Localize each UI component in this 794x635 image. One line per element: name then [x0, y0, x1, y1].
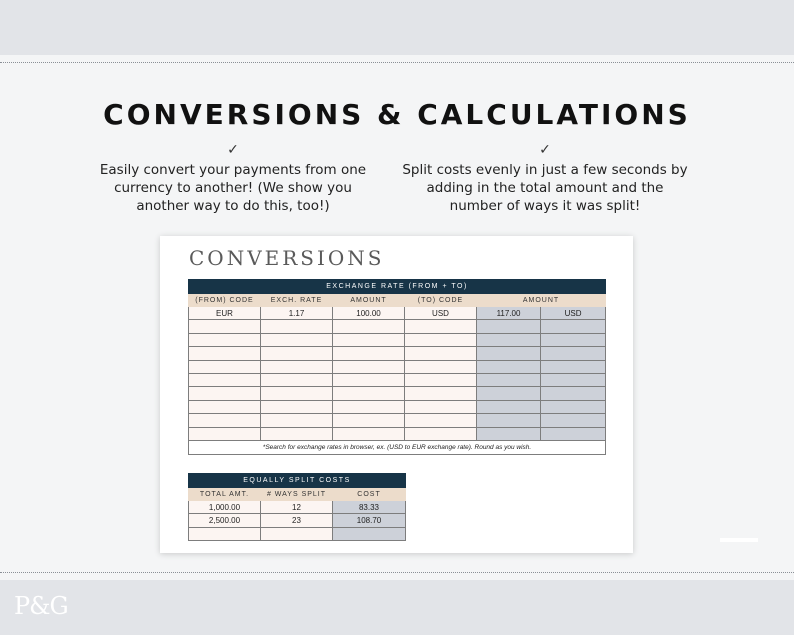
table-row [189, 414, 606, 427]
feature-text: Easily convert your payments from one currency to another! (We show you another way to do this, too!) [99, 162, 367, 214]
table-cell[interactable] [541, 360, 606, 373]
table-cell[interactable]: USD [541, 307, 606, 320]
table-cell[interactable] [261, 400, 333, 413]
table-cell[interactable] [405, 347, 477, 360]
table-cell[interactable] [541, 414, 606, 427]
table-row [189, 427, 606, 440]
table-cell[interactable] [189, 527, 261, 540]
table-row [189, 527, 406, 540]
table-cell[interactable] [189, 414, 261, 427]
headline: CONVERSIONS & CALCULATIONS [103, 98, 691, 131]
table-row [189, 373, 606, 386]
table-cell[interactable] [189, 320, 261, 333]
table-cell[interactable] [261, 427, 333, 440]
table-cell[interactable] [541, 320, 606, 333]
table-cell[interactable] [333, 400, 405, 413]
table-cell[interactable] [261, 360, 333, 373]
column-header: # WAYS SPLIT [261, 488, 333, 501]
white-marker [720, 538, 758, 542]
table-cell[interactable] [333, 360, 405, 373]
column-header: COST [333, 488, 406, 501]
table-cell[interactable] [261, 347, 333, 360]
table-cell[interactable] [405, 373, 477, 386]
table-cell[interactable]: USD [405, 307, 477, 320]
checkmark-icon: ✓ [227, 142, 239, 158]
table-cell[interactable] [477, 320, 541, 333]
table-cell[interactable] [333, 387, 405, 400]
table-row [189, 307, 606, 320]
table-cell[interactable]: 108.70 [333, 514, 406, 527]
column-header: (FROM) CODE [189, 294, 261, 307]
column-headers [189, 294, 606, 307]
table-header: EQUALLY SPLIT COSTS [189, 474, 406, 488]
table-cell[interactable] [261, 387, 333, 400]
table-cell[interactable] [477, 387, 541, 400]
table-cell[interactable] [405, 360, 477, 373]
table-cell[interactable] [541, 333, 606, 346]
table-cell[interactable] [541, 373, 606, 386]
table-cell[interactable] [333, 414, 405, 427]
column-header: (TO) CODE [405, 294, 477, 307]
bottom-dotted-divider [0, 572, 794, 573]
table-cell[interactable] [189, 387, 261, 400]
top-dotted-divider [0, 62, 794, 63]
table-cell[interactable]: EUR [189, 307, 261, 320]
table-note: *Search for exchange rates in browser, ex. (USD to EUR exchange rate). Round as you wish. [189, 440, 606, 454]
table-cell[interactable] [477, 360, 541, 373]
table-cell[interactable] [477, 400, 541, 413]
table-cell[interactable]: 1.17 [261, 307, 333, 320]
table-cell[interactable]: 1,000.00 [189, 501, 261, 514]
bottom-band [0, 580, 794, 635]
brand-logo: P&G [14, 592, 68, 620]
table-cell[interactable] [477, 414, 541, 427]
table-cell[interactable] [405, 387, 477, 400]
feature-split-costs [400, 142, 690, 215]
table-cell[interactable] [333, 320, 405, 333]
table-cell[interactable] [261, 527, 333, 540]
table-cell[interactable] [261, 373, 333, 386]
table-cell[interactable]: 23 [261, 514, 333, 527]
table-cell[interactable] [405, 427, 477, 440]
table-cell[interactable] [189, 347, 261, 360]
checkmark-icon: ✓ [539, 142, 551, 158]
table-cell[interactable] [477, 373, 541, 386]
table-cell[interactable] [405, 333, 477, 346]
column-header: EXCH. RATE [261, 294, 333, 307]
table-cell[interactable]: 100.00 [333, 307, 405, 320]
table-cell[interactable]: 12 [261, 501, 333, 514]
feature-text: Split costs evenly in just a few seconds by adding in the total amount and the number of ways it was split! [402, 162, 688, 214]
table-row [189, 400, 606, 413]
table-cell[interactable] [333, 347, 405, 360]
top-band [0, 0, 794, 55]
table-cell[interactable]: 2,500.00 [189, 514, 261, 527]
card-title: CONVERSIONS [189, 246, 385, 270]
table-cell[interactable] [541, 400, 606, 413]
table-cell[interactable] [477, 347, 541, 360]
spreadsheet-preview-card [160, 236, 633, 553]
table-cell[interactable] [261, 320, 333, 333]
table-cell[interactable] [333, 527, 406, 540]
column-headers [189, 488, 406, 501]
column-header: AMOUNT [333, 294, 405, 307]
table-cell[interactable] [541, 347, 606, 360]
table-row [189, 333, 606, 346]
table-row [189, 387, 606, 400]
table-cell[interactable] [261, 333, 333, 346]
table-cell[interactable] [477, 333, 541, 346]
table-cell[interactable] [189, 373, 261, 386]
table-cell[interactable] [261, 414, 333, 427]
table-row [189, 360, 606, 373]
conversion-table [188, 279, 606, 455]
table-cell[interactable] [405, 400, 477, 413]
column-header: TOTAL AMT. [189, 488, 261, 501]
table-cell[interactable] [189, 360, 261, 373]
table-cell[interactable] [189, 400, 261, 413]
table-row [189, 320, 606, 333]
column-header: AMOUNT [477, 294, 606, 307]
split-costs-table [188, 473, 406, 541]
table-cell[interactable] [333, 333, 405, 346]
table-cell[interactable] [189, 333, 261, 346]
table-cell[interactable] [541, 387, 606, 400]
table-cell[interactable]: 83.33 [333, 501, 406, 514]
table-header: EXCHANGE RATE (FROM + TO) [189, 280, 606, 294]
feature-conversions [98, 142, 368, 215]
table-row [189, 347, 606, 360]
table-cell[interactable]: 117.00 [477, 307, 541, 320]
table-cell[interactable] [541, 427, 606, 440]
table-cell[interactable] [405, 414, 477, 427]
table-cell[interactable] [405, 320, 477, 333]
table-cell[interactable] [477, 427, 541, 440]
table-cell[interactable] [333, 427, 405, 440]
table-row [189, 514, 406, 527]
table-cell[interactable] [189, 427, 261, 440]
table-cell[interactable] [333, 373, 405, 386]
table-row [189, 501, 406, 514]
